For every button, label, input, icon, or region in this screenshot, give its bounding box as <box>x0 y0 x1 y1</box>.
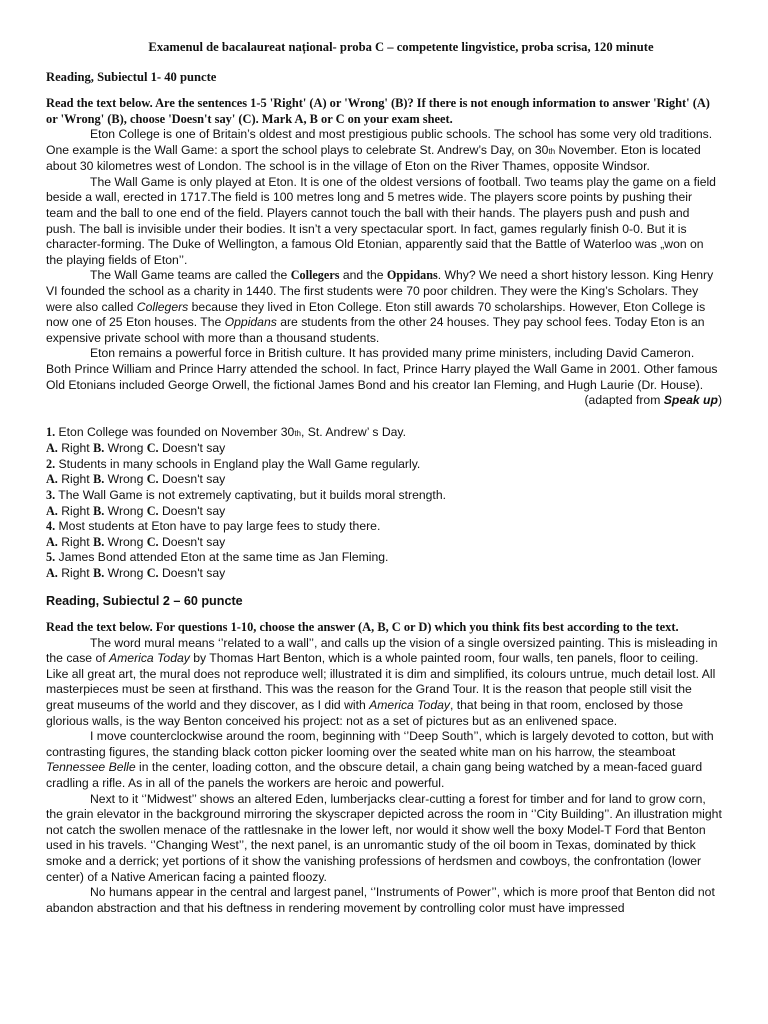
answer-options-1: A. Right B. Wrong C. Doesn't say <box>46 441 226 456</box>
answer-options-5: A. Right B. Wrong C. Doesn't say <box>46 566 226 581</box>
source-credit: (adapted from Speak up) <box>584 393 722 408</box>
answer-options-3: A. Right B. Wrong C. Doesn't say <box>46 503 226 518</box>
section2-instruction: Read the text below. For questions 1-10, choose the answer (A, B, C or D) which you think fits best according to the text. <box>46 620 679 635</box>
text2-paragraph-3: Next to it ‘’Midwest’’ shows an altered Eden, lumberjacks clear-cutting a forest for timber and for land to grow corn, the grain elevator in the background mirroring the skyscraper depicted across the room in ‘’City Building’’. An illustration might not catch the swollen menace of the rattlesnake in the lower left, nor would it show well the boxy Model-T Ford that Benton used in his travels. ‘’Changing West’’, the next panel, is an unromantic study of the oil boom in Texas, dominated by thick smoke and a derrick; yet portions of it show the vanishing professions of herdsmen and cowboys, the confrontation (lower center) of a Native American facing a painted floozy. <box>46 791 722 884</box>
exam-title: Examenul de bacalaureat național- proba C – competente lingvistice, proba scrisa, 120 minute <box>148 40 654 54</box>
question-1: 1. Eton College was founded on November 30th, St. Andrew’ s Day. <box>46 424 406 439</box>
section1-heading: Reading, Subiectul 1- 40 puncte <box>46 69 217 84</box>
section1-instruction: Read the text below. Are the sentences 1-5 'Right' (A) or 'Wrong' (B)? If there is not enough information to answer 'Right' (A) or 'Wrong' (B), choose 'Doesn't say' (C). Mark A, B or C on your exam sheet. <box>46 96 710 126</box>
text1-paragraph-2: The Wall Game is only played at Eton. It is one of the oldest versions of football. Two teams play the game on a field beside a wall, erected in 1717.The field is 100 metres long and 5 metres wide. The players score points by pushing their team and the ball to one end of the field. Players cannot touch the ball with their hands. The players push and push and push. The ball is invisible under their bodies. It isn’t a very spectacular sport. In fact, games regularly finish 0-0. But it is character-forming. The Duke of Wellington, a famous Old Etonian, apparently said that the Battle of Waterloo was „won on the playing fields of Eton’’. <box>46 174 716 267</box>
text2-paragraph-4: No humans appear in the central and largest panel, ‘’Instruments of Power’’, which is more proof that Benton did not abandon abstraction and that his deftness in rendering movement by controlling color must have impressed <box>46 885 715 915</box>
answer-options-2: A. Right B. Wrong C. Doesn't say <box>46 472 226 487</box>
text1-paragraph-3: The Wall Game teams are called the Collegers and the Oppidans. Why? We need a short history lesson. King Henry VI founded the school as a charity in 1440. The first students were 70 poor children. They were the King’s Scholars. They were also called Collegers because they lived in Eton College. Eton still awards 70 scholarships. However, Eton College is now one of 25 Eton houses. The Oppidans are students from the other 24 houses. They pay school fees. Today Eton is an expensive private school with more than a thousand students. <box>46 268 714 345</box>
question-2: 2. Students in many schools in England play the Wall Game regularly. <box>46 456 421 471</box>
text2-paragraph-1: The word mural means ‘’related to a wall’’, and calls up the vision of a single oversized painting. This is misleading in the case of America Today by Thomas Hart Benton, which is a whole painted room, four walls, ten panels, floor to ceiling. Like all great art, the mural does not reproduce well; illustrated it is dim and simplified, its colours untrue, much detail lost. All masterpieces must be seen at firsthand. This was the reason for the Grand Tour. It is the reason that people still visit the great museums of the world and they discover, as I did with America Today, that being in that room, enclosed by those glorious walls, is the way Benton conceived his project: not as a set of pictures but as an enlivened space. <box>46 635 718 728</box>
text1-paragraph-4: Eton remains a powerful force in British culture. It has provided many prime ministers, including David Cameron. Both Prince William and Prince Harry attended the school. In fact, Prince Harry played the Wall Game in 2001. Other famous Old Etonians included George Orwell, the fictional James Bond and his creator Ian Fleming, and Hugh Laurie (Dr. House). <box>46 346 718 392</box>
question-5: 5. James Bond attended Eton at the same time as Jan Fleming. <box>46 550 389 565</box>
question-4: 4. Most students at Eton have to pay large fees to study there. <box>46 519 381 534</box>
question-list <box>46 425 722 582</box>
text2-paragraph-2: I move counterclockwise around the room, beginning with ‘’Deep South’’, which is largely devoted to cotton, but with contrasting figures, the standing black cotton picker looming over the seated white man on his harrow, the steamboat Tennessee Belle in the center, loading cotton, and the obscure detail, a chain gang being watched by a mean-faced guard cradling a rifle. As in all of the panels the workers are heroic and powerful. <box>46 729 714 790</box>
question-3: 3. The Wall Game is not extremely captivating, but it builds moral strength. <box>46 488 446 503</box>
answer-options-4: A. Right B. Wrong C. Doesn't say <box>46 534 226 549</box>
text1-paragraph-1: Eton College is one of Britain’s oldest and most prestigious public schools. The school has some very old traditions. One example is the Wall Game: a sport the school plays to celebrate St. Andrew’s Day, on 30th November. Eton is located about 30 kilometres west of London. The school is in the village of Eton on the River Thames, opposite Windsor. <box>46 127 713 174</box>
section2-heading: Reading, Subiectul 2 – 60 puncte <box>46 593 243 608</box>
